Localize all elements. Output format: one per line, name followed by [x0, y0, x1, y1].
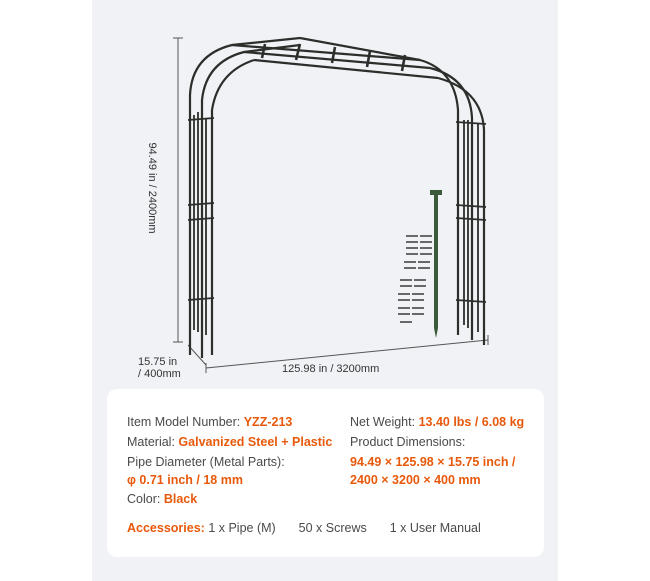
pipe-diameter-row	[127, 455, 285, 469]
depth-line2: / 400mm	[138, 368, 181, 380]
depth-line1: 15.75 in	[138, 356, 178, 368]
item-model-value: YZZ-213	[243, 415, 293, 429]
depth-dimension-label	[138, 356, 198, 380]
product-dimensions-line1: 94.49 × 125.98 × 15.75 inch /	[350, 455, 516, 469]
ground-stake	[430, 190, 442, 338]
screws	[398, 236, 432, 322]
item-model-row	[127, 415, 292, 429]
item-model-label: Item Model Number:	[127, 415, 241, 429]
product-dimensions-line2-row	[350, 473, 481, 487]
accessory-pipe: 1 x Pipe (M)	[208, 521, 276, 535]
accessories-row	[127, 521, 481, 535]
accessory-screws: 50 x Screws	[298, 521, 367, 535]
color-row	[127, 492, 197, 506]
product-dimensions-label: Product Dimensions:	[350, 435, 466, 449]
pipe-diameter-label: Pipe Diameter (Metal Parts):	[127, 455, 285, 469]
height-dimension-line	[173, 38, 183, 342]
pipe-diameter-value: φ 0.71 inch / 18 mm	[127, 473, 243, 487]
product-dimensions-line2: 2400 × 3200 × 400 mm	[350, 473, 481, 487]
material-label: Material:	[127, 435, 175, 449]
net-weight-value: 13.40 lbs / 6.08 kg	[418, 415, 525, 429]
product-dimensions-line1-row	[350, 455, 515, 469]
material-row	[127, 435, 332, 449]
pipe-diameter-value-row	[127, 473, 243, 487]
width-dimension-label: 125.98 in / 3200mm	[282, 363, 380, 375]
specs-card	[107, 389, 544, 557]
material-value: Galvanized Steel + Plastic	[178, 435, 333, 449]
height-dimension-label: 94.49 in / 2400mm	[146, 142, 158, 234]
net-weight-label: Net Weight:	[350, 415, 416, 429]
color-value: Black	[163, 492, 198, 506]
accessories-label: Accessories:	[127, 521, 205, 535]
net-weight-row	[350, 415, 524, 429]
arch-frame	[190, 38, 484, 358]
product-dimensions-row	[350, 435, 465, 449]
color-label: Color:	[127, 492, 161, 506]
accessory-manual: 1 x User Manual	[389, 521, 481, 535]
